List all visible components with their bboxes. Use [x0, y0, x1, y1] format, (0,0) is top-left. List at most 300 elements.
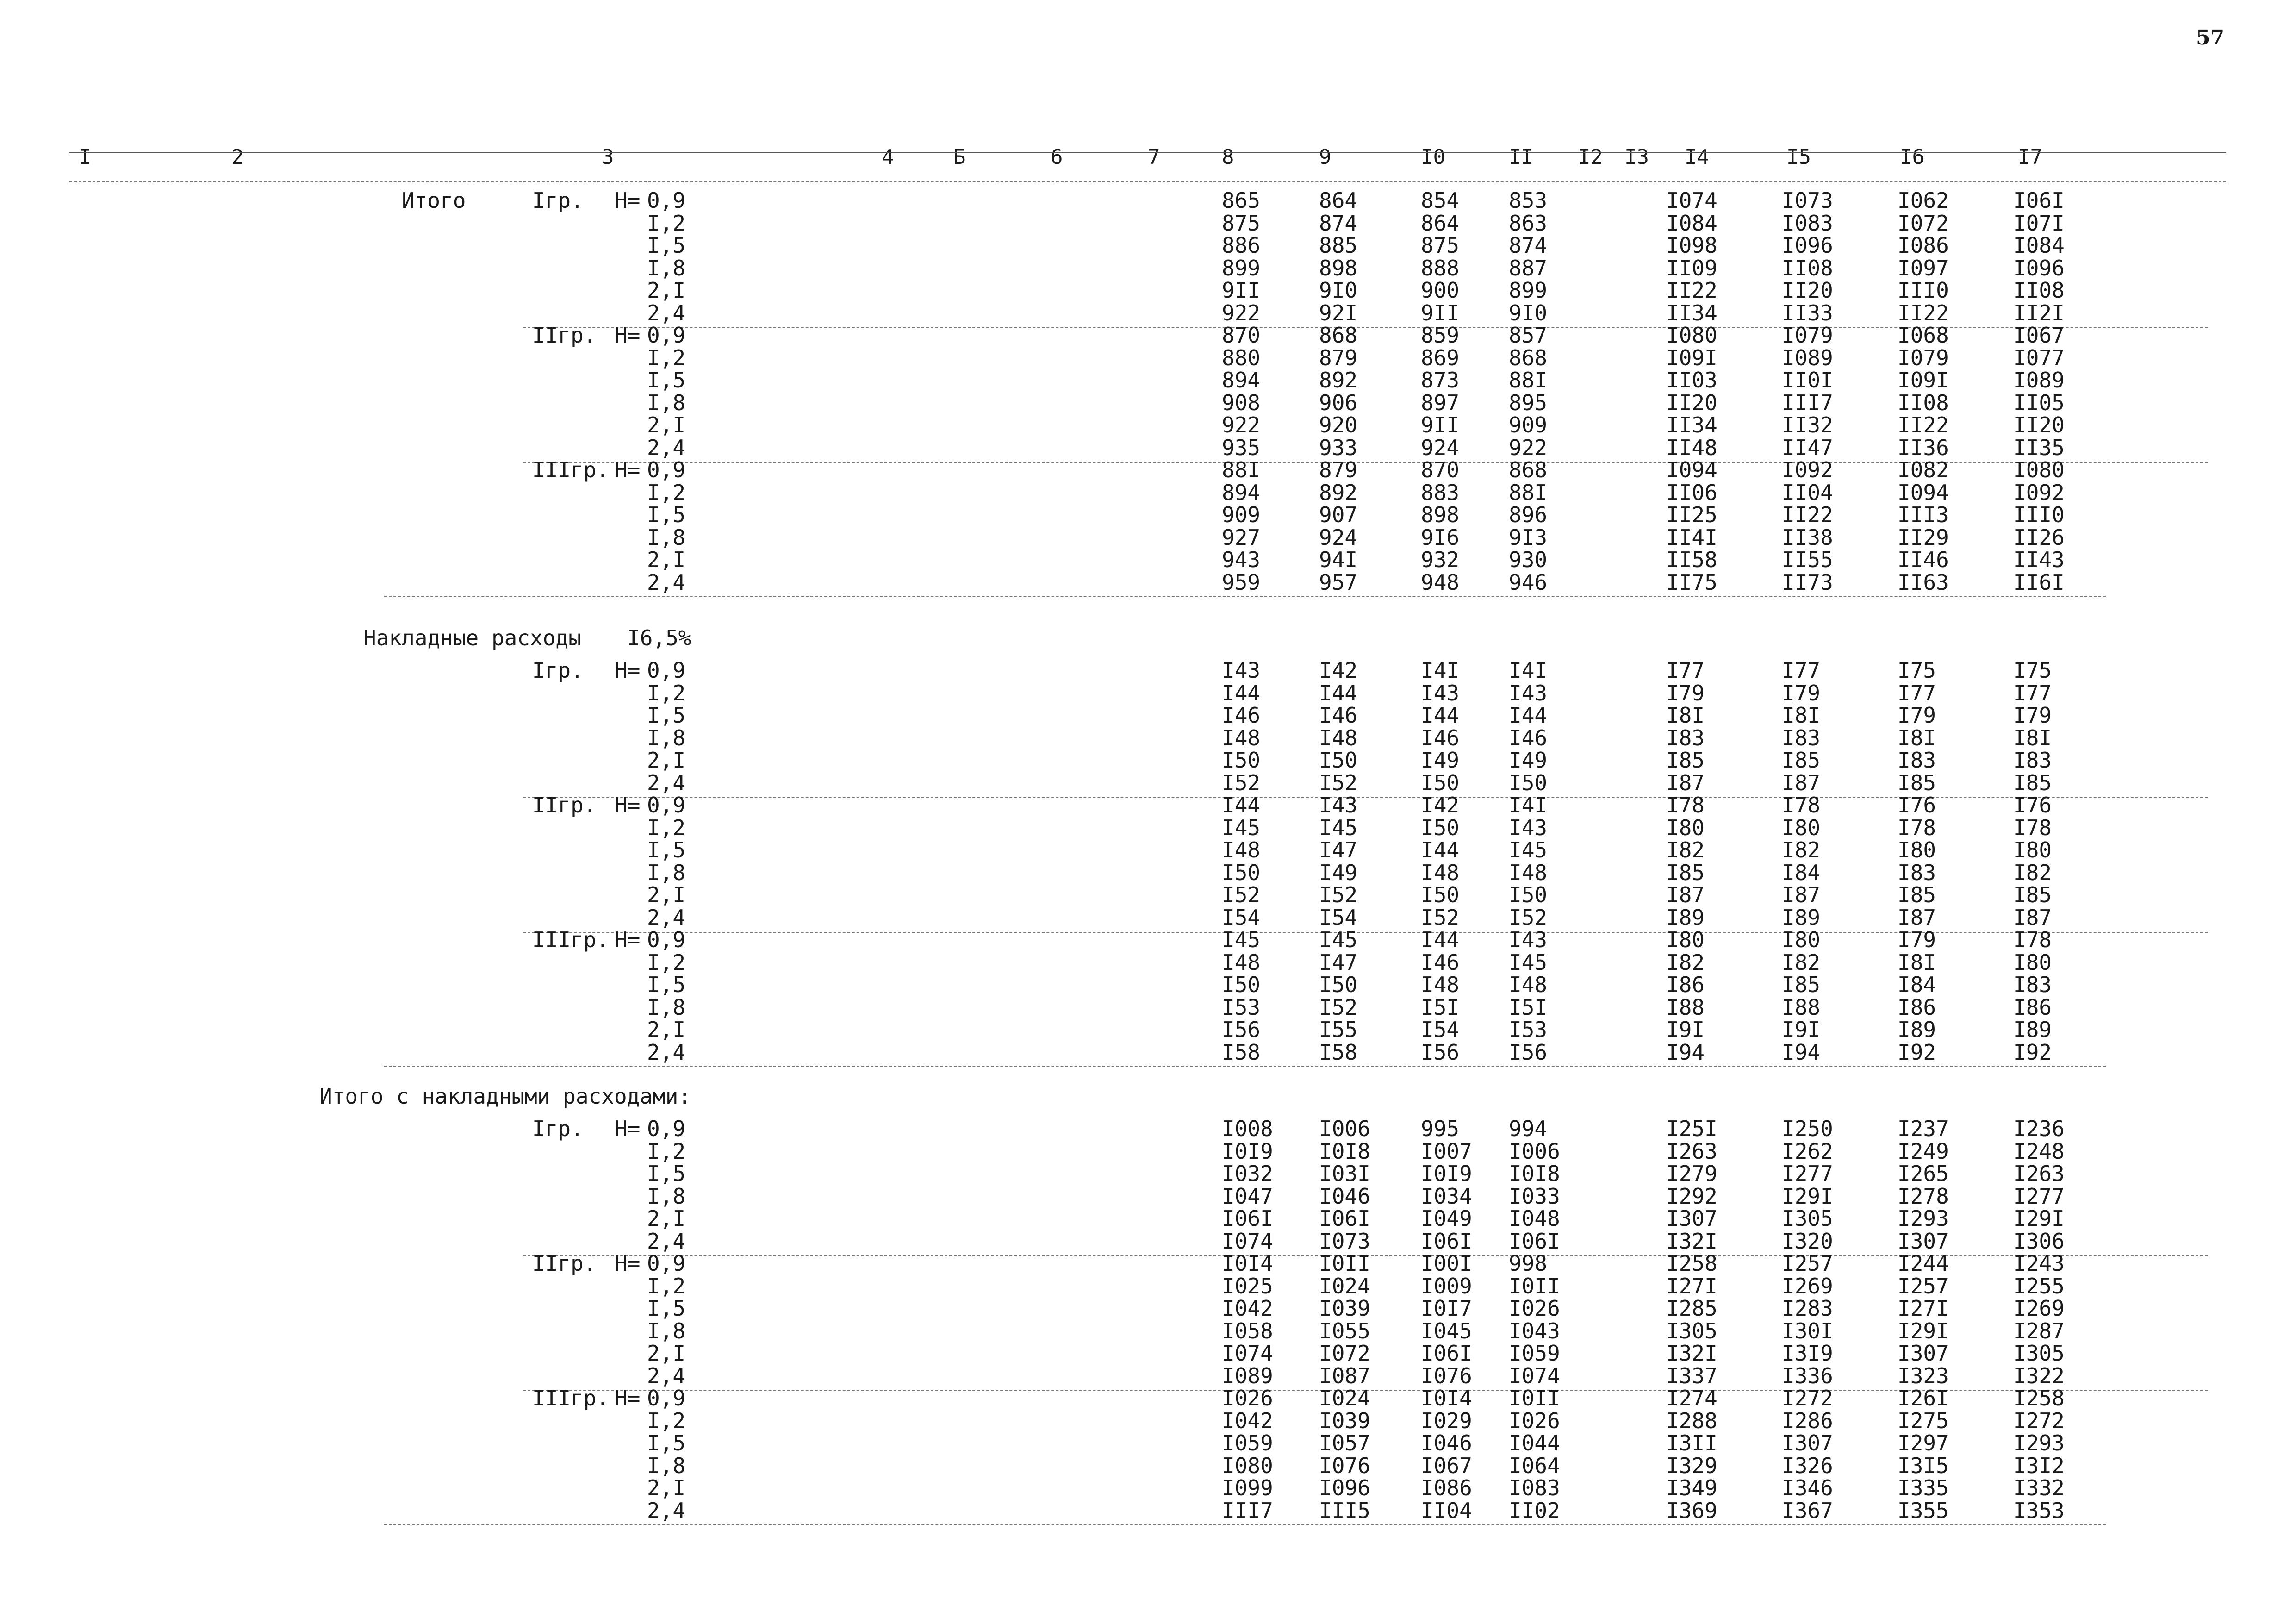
table-cell: 906 — [1319, 390, 1358, 415]
table-cell: I45 — [1222, 927, 1261, 952]
table-cell: I80 — [1666, 815, 1705, 840]
table-cell: I89 — [1898, 1017, 1936, 1042]
table-cell: I87 — [1782, 882, 1821, 907]
table-cell: I50 — [1421, 882, 1460, 907]
table-cell: I072 — [1319, 1341, 1370, 1366]
table-cell: I279 — [1666, 1161, 1717, 1186]
table-cell: I49 — [1421, 748, 1460, 773]
header-rule-top — [69, 152, 2226, 153]
table-cell: III7 — [1782, 390, 1833, 415]
table-cell: I3I9 — [1782, 1341, 1833, 1366]
table-cell: 935 — [1222, 435, 1261, 460]
table-cell: I50 — [1319, 972, 1358, 997]
table-cell: I56 — [1509, 1039, 1548, 1065]
table-cell: I293 — [1898, 1206, 1949, 1231]
table-cell: 857 — [1509, 323, 1548, 348]
table-cell: I269 — [1782, 1273, 1833, 1299]
table-cell: I0I4 — [1421, 1386, 1472, 1411]
table-cell: 859 — [1421, 323, 1460, 348]
table-cell: I258 — [2013, 1386, 2065, 1411]
table-cell: I089 — [2013, 368, 2065, 393]
table-cell: II73 — [1782, 569, 1833, 595]
table-cell: I322 — [2013, 1363, 2065, 1388]
table-cell: 9II — [1421, 300, 1460, 325]
table-cell: I58 — [1222, 1039, 1261, 1065]
table-cell: I85 — [1898, 882, 1936, 907]
table-cell: 9I0 — [1319, 278, 1358, 303]
table-cell: I286 — [1782, 1408, 1833, 1433]
table-cell: I5I — [1421, 994, 1460, 1020]
table-cell: I53 — [1509, 1017, 1548, 1042]
table-cell: 892 — [1319, 368, 1358, 393]
table-cell: II26 — [2013, 525, 2065, 550]
table-cell: I5I — [1509, 994, 1548, 1020]
table-cell: I307 — [1898, 1341, 1949, 1366]
h-value: I,2 — [647, 680, 686, 706]
table-cell: I079 — [1898, 345, 1949, 370]
table-cell: I50 — [1222, 748, 1261, 773]
table-cell: 92I — [1319, 300, 1358, 325]
table-cell: I77 — [1898, 680, 1936, 706]
table-cell: I323 — [1898, 1363, 1949, 1388]
h-value: 0,9 — [647, 1251, 686, 1276]
h-value: I,2 — [647, 1273, 686, 1299]
h-prefix: Н= — [615, 323, 641, 348]
table-cell: I45 — [1222, 815, 1261, 840]
h-value: 0,9 — [647, 658, 686, 683]
table-cell: I277 — [2013, 1183, 2065, 1209]
h-value: I,5 — [647, 1296, 686, 1321]
h-value: I,8 — [647, 725, 686, 750]
table-cell: I258 — [1666, 1251, 1717, 1276]
table-cell: I87 — [2013, 905, 2052, 930]
table-cell: I50 — [1222, 860, 1261, 885]
h-value: 2,I — [647, 278, 686, 303]
group-label: IIIгр. — [532, 927, 610, 952]
table-cell: I80 — [1782, 815, 1821, 840]
column-number: I — [79, 145, 91, 169]
table-cell: I50 — [1421, 770, 1460, 795]
table-cell: 874 — [1319, 210, 1358, 236]
h-value: I,5 — [647, 703, 686, 728]
table-cell: I03I — [1319, 1161, 1370, 1186]
table-cell: I44 — [1509, 703, 1548, 728]
h-value: 2,I — [647, 1017, 686, 1042]
table-cell: I09I — [1898, 368, 1949, 393]
table-cell: 922 — [1222, 412, 1261, 437]
table-cell: 885 — [1319, 233, 1358, 258]
table-cell: I45 — [1509, 837, 1548, 862]
table-cell: II05 — [2013, 390, 2065, 415]
table-cell: II25 — [1666, 502, 1717, 527]
table-cell: I50 — [1222, 972, 1261, 997]
h-value: 2,I — [647, 1341, 686, 1366]
column-number: 7 — [1148, 145, 1160, 169]
table-cell: 854 — [1421, 188, 1460, 213]
table-cell: I064 — [1509, 1453, 1560, 1478]
table-cell: 899 — [1509, 278, 1548, 303]
table-cell: II46 — [1898, 547, 1949, 572]
table-cell: I248 — [2013, 1138, 2065, 1164]
h-value: 2,I — [647, 547, 686, 572]
table-cell: I039 — [1319, 1408, 1370, 1433]
h-value: 2,4 — [647, 1363, 686, 1388]
table-cell: I43 — [1509, 680, 1548, 706]
table-cell: II32 — [1782, 412, 1833, 437]
table-cell: I055 — [1319, 1318, 1370, 1343]
table-cell: 863 — [1509, 210, 1548, 236]
table-cell: I43 — [1509, 927, 1548, 952]
column-number: 3 — [602, 145, 614, 169]
table-cell: I45 — [1319, 927, 1358, 952]
h-value: I,8 — [647, 390, 686, 415]
table-cell: I92 — [1898, 1039, 1936, 1065]
table-cell: I274 — [1666, 1386, 1717, 1411]
table-cell: I76 — [2013, 793, 2052, 818]
table-cell: II2I — [2013, 300, 2065, 325]
table-cell: I329 — [1666, 1453, 1717, 1478]
table-cell: I243 — [2013, 1251, 2065, 1276]
column-number: I4 — [1685, 145, 1709, 169]
table-cell: I0I8 — [1509, 1161, 1560, 1186]
table-cell: I0II — [1509, 1386, 1560, 1411]
table-cell: I53 — [1222, 994, 1261, 1020]
table-cell: I48 — [1509, 860, 1548, 885]
table-cell: I48 — [1222, 949, 1261, 975]
h-value: I,5 — [647, 502, 686, 527]
table-cell: I305 — [2013, 1341, 2065, 1366]
table-cell: I9I — [1782, 1017, 1821, 1042]
h-value: I,2 — [647, 815, 686, 840]
table-cell: 957 — [1319, 569, 1358, 595]
table-cell: I032 — [1222, 1161, 1273, 1186]
table-cell: II48 — [1666, 435, 1717, 460]
table-cell: 927 — [1222, 525, 1261, 550]
table-cell: I43 — [1421, 680, 1460, 706]
table-cell: I0I9 — [1421, 1161, 1472, 1186]
table-cell: 868 — [1319, 323, 1358, 348]
table-cell: I059 — [1222, 1430, 1273, 1455]
table-cell: I29I — [1782, 1183, 1833, 1209]
table-cell: I305 — [1782, 1206, 1833, 1231]
table-cell: I355 — [1898, 1498, 1949, 1523]
table-cell: 998 — [1509, 1251, 1548, 1276]
table-cell: I82 — [1782, 949, 1821, 975]
h-prefix: Н= — [615, 658, 641, 683]
table-cell: I0II — [1509, 1273, 1560, 1299]
table-cell: 930 — [1509, 547, 1548, 572]
table-cell: I073 — [1319, 1228, 1370, 1254]
h-value: I,2 — [647, 345, 686, 370]
table-cell: I3I2 — [2013, 1453, 2065, 1478]
table-cell: I52 — [1222, 882, 1261, 907]
table-cell: I43 — [1509, 815, 1548, 840]
table-cell: 932 — [1421, 547, 1460, 572]
table-cell: I86 — [1898, 994, 1936, 1020]
table-cell: I086 — [1421, 1475, 1472, 1500]
table-cell: 897 — [1421, 390, 1460, 415]
table-cell: I3I5 — [1898, 1453, 1949, 1478]
table-cell: I44 — [1421, 837, 1460, 862]
table-cell: II20 — [1782, 278, 1833, 303]
table-cell: 869 — [1421, 345, 1460, 370]
h-value: 2,4 — [647, 905, 686, 930]
table-cell: I094 — [1898, 480, 1949, 505]
table-cell: I026 — [1509, 1408, 1560, 1433]
table-cell: I8I — [1666, 703, 1705, 728]
table-cell: I52 — [1319, 882, 1358, 907]
table-cell: I87 — [1898, 905, 1936, 930]
table-cell: I75 — [1898, 658, 1936, 683]
table-cell: I076 — [1319, 1453, 1370, 1478]
table-cell: I00I — [1421, 1251, 1472, 1276]
table-cell: I83 — [1898, 860, 1936, 885]
table-cell: 924 — [1319, 525, 1358, 550]
table-cell: I307 — [1898, 1228, 1949, 1254]
table-cell: I84 — [1782, 860, 1821, 885]
table-cell: I084 — [2013, 233, 2065, 258]
table-cell: I83 — [1782, 725, 1821, 750]
table-cell: I288 — [1666, 1408, 1717, 1433]
table-cell: I250 — [1782, 1116, 1833, 1141]
table-cell: I44 — [1421, 927, 1460, 952]
column-number: II — [1509, 145, 1533, 169]
table-cell: I52 — [1319, 994, 1358, 1020]
table-cell: I42 — [1421, 793, 1460, 818]
table-cell: I55 — [1319, 1017, 1358, 1042]
table-cell: I78 — [1898, 815, 1936, 840]
table-cell: I257 — [1782, 1251, 1833, 1276]
table-cell: I096 — [1319, 1475, 1370, 1500]
table-cell: I50 — [1509, 882, 1548, 907]
h-value: I,8 — [647, 1183, 686, 1209]
table-cell: II08 — [2013, 278, 2065, 303]
section-rule — [384, 1066, 2106, 1067]
table-cell: I009 — [1421, 1273, 1472, 1299]
table-cell: II33 — [1782, 300, 1833, 325]
table-cell: I88 — [1782, 994, 1821, 1020]
h-value: I,8 — [647, 525, 686, 550]
h-value: 2,I — [647, 412, 686, 437]
table-cell: 908 — [1222, 390, 1261, 415]
table-cell: I3II — [1666, 1430, 1717, 1455]
table-cell: I50 — [1319, 748, 1358, 773]
table-cell: I034 — [1421, 1183, 1472, 1209]
table-cell: II22 — [1666, 278, 1717, 303]
table-cell: II22 — [1898, 412, 1949, 437]
table-cell: II08 — [1898, 390, 1949, 415]
table-cell: I073 — [1782, 188, 1833, 213]
table-cell: I06I — [1509, 1228, 1560, 1254]
table-cell: 886 — [1222, 233, 1261, 258]
table-cell: 895 — [1509, 390, 1548, 415]
table-cell: II63 — [1898, 569, 1949, 595]
table-cell: 94I — [1319, 547, 1358, 572]
table-cell: I024 — [1319, 1273, 1370, 1299]
table-cell: I89 — [1782, 905, 1821, 930]
h-value: I,2 — [647, 949, 686, 975]
table-cell: I80 — [2013, 949, 2052, 975]
table-cell: 946 — [1509, 569, 1548, 595]
table-cell: II22 — [1898, 300, 1949, 325]
table-cell: 892 — [1319, 480, 1358, 505]
table-cell: 9I3 — [1509, 525, 1548, 550]
table-cell: I305 — [1666, 1318, 1717, 1343]
table-cell: I83 — [1898, 748, 1936, 773]
table-cell: II03 — [1666, 368, 1717, 393]
table-cell: I083 — [1782, 210, 1833, 236]
table-cell: I008 — [1222, 1116, 1273, 1141]
table-cell: I074 — [1666, 188, 1717, 213]
table-cell: I58 — [1319, 1039, 1358, 1065]
h-value: 2,I — [647, 1475, 686, 1500]
section-rate: I6,5% — [627, 625, 691, 650]
table-cell: I49 — [1509, 748, 1548, 773]
h-value: I,2 — [647, 480, 686, 505]
table-cell: I089 — [1222, 1363, 1273, 1388]
table-cell: I080 — [1222, 1453, 1273, 1478]
h-value: 0,9 — [647, 188, 686, 213]
table-cell: I44 — [1222, 680, 1261, 706]
table-cell: I074 — [1222, 1228, 1273, 1254]
table-cell: 870 — [1222, 323, 1261, 348]
table-cell: I335 — [1898, 1475, 1949, 1500]
table-cell: I8I — [2013, 725, 2052, 750]
table-cell: 898 — [1421, 502, 1460, 527]
table-cell: II6I — [2013, 569, 2065, 595]
table-cell: I062 — [1898, 188, 1949, 213]
table-cell: I067 — [2013, 323, 2065, 348]
table-cell: I024 — [1319, 1386, 1370, 1411]
h-value: I,8 — [647, 1453, 686, 1478]
table-cell: 888 — [1421, 255, 1460, 281]
table-cell: I45 — [1509, 949, 1548, 975]
table-cell: I074 — [1509, 1363, 1560, 1388]
table-cell: I86 — [1666, 972, 1705, 997]
table-cell: III0 — [2013, 502, 2065, 527]
table-cell: I072 — [1898, 210, 1949, 236]
h-prefix: Н= — [615, 927, 641, 952]
table-cell: 870 — [1421, 457, 1460, 482]
table-cell: I8I — [1898, 725, 1936, 750]
table-cell: I85 — [1666, 748, 1705, 773]
table-cell: I49 — [1319, 860, 1358, 885]
table-cell: I263 — [1666, 1138, 1717, 1164]
column-number: I3 — [1624, 145, 1649, 169]
table-cell: I85 — [1782, 748, 1821, 773]
table-cell: I46 — [1222, 703, 1261, 728]
table-cell: I346 — [1782, 1475, 1833, 1500]
table-cell: I89 — [1666, 905, 1705, 930]
table-cell: I56 — [1222, 1017, 1261, 1042]
table-cell: I043 — [1509, 1318, 1560, 1343]
table-cell: I269 — [2013, 1296, 2065, 1321]
table-cell: I320 — [1782, 1228, 1833, 1254]
table-cell: I84 — [1898, 972, 1936, 997]
table-cell: I29I — [2013, 1206, 2065, 1231]
h-value: 2,4 — [647, 300, 686, 325]
table-cell: I76 — [1898, 793, 1936, 818]
h-value: I,8 — [647, 1318, 686, 1343]
table-cell: I26I — [1898, 1386, 1949, 1411]
table-cell: I47 — [1319, 837, 1358, 862]
table-cell: I042 — [1222, 1408, 1273, 1433]
table-cell: I255 — [2013, 1273, 2065, 1299]
table-cell: I0II — [1319, 1251, 1370, 1276]
table-cell: II58 — [1666, 547, 1717, 572]
table-cell: I30I — [1782, 1318, 1833, 1343]
table-cell: I87 — [1666, 770, 1705, 795]
table-cell: I52 — [1421, 905, 1460, 930]
table-cell: I096 — [1782, 233, 1833, 258]
table-cell: I026 — [1222, 1386, 1273, 1411]
table-cell: I047 — [1222, 1183, 1273, 1209]
table-cell: 883 — [1421, 480, 1460, 505]
table-cell: I79 — [1898, 703, 1936, 728]
table-cell: I292 — [1666, 1183, 1717, 1209]
table-cell: I06I — [1222, 1206, 1273, 1231]
table-cell: 948 — [1421, 569, 1460, 595]
table-cell: I099 — [1222, 1475, 1273, 1500]
table-cell: I52 — [1319, 770, 1358, 795]
table-cell: I074 — [1222, 1341, 1273, 1366]
h-prefix: Н= — [615, 793, 641, 818]
table-cell: I092 — [1782, 457, 1833, 482]
table-cell: I057 — [1319, 1430, 1370, 1455]
table-cell: I54 — [1421, 1017, 1460, 1042]
table-cell: II47 — [1782, 435, 1833, 460]
table-cell: II02 — [1509, 1498, 1560, 1523]
table-cell: I337 — [1666, 1363, 1717, 1388]
table-cell: I80 — [1782, 927, 1821, 952]
table-cell: I046 — [1319, 1183, 1370, 1209]
table-cell: I006 — [1509, 1138, 1560, 1164]
table-cell: 887 — [1509, 255, 1548, 281]
table-cell: II43 — [2013, 547, 2065, 572]
table-cell: I367 — [1782, 1498, 1833, 1523]
table-cell: 875 — [1222, 210, 1261, 236]
table-cell: III5 — [1319, 1498, 1370, 1523]
table-cell: I46 — [1421, 949, 1460, 975]
table-cell: 933 — [1319, 435, 1358, 460]
table-cell: I326 — [1782, 1453, 1833, 1478]
table-cell: II4I — [1666, 525, 1717, 550]
table-cell: I285 — [1666, 1296, 1717, 1321]
table-cell: I52 — [1509, 905, 1548, 930]
table-cell: I45 — [1319, 815, 1358, 840]
table-cell: I78 — [1782, 793, 1821, 818]
h-value: I,5 — [647, 972, 686, 997]
h-value: 0,9 — [647, 323, 686, 348]
h-prefix: Н= — [615, 457, 641, 482]
h-value: I,5 — [647, 837, 686, 862]
group-label: IIгр. — [532, 323, 597, 348]
table-cell: I46 — [1509, 725, 1548, 750]
table-cell: I353 — [2013, 1498, 2065, 1523]
table-cell: 868 — [1509, 457, 1548, 482]
table-cell: I082 — [1898, 457, 1949, 482]
table-cell: I87 — [1666, 882, 1705, 907]
table-cell: I278 — [1898, 1183, 1949, 1209]
table-cell: II55 — [1782, 547, 1833, 572]
h-value: I,2 — [647, 1138, 686, 1164]
table-cell: 896 — [1509, 502, 1548, 527]
table-cell: I0I4 — [1222, 1251, 1273, 1276]
group-label: IIгр. — [532, 1251, 597, 1276]
section-rule — [384, 596, 2106, 597]
table-cell: I54 — [1222, 905, 1261, 930]
table-cell: I079 — [1782, 323, 1833, 348]
